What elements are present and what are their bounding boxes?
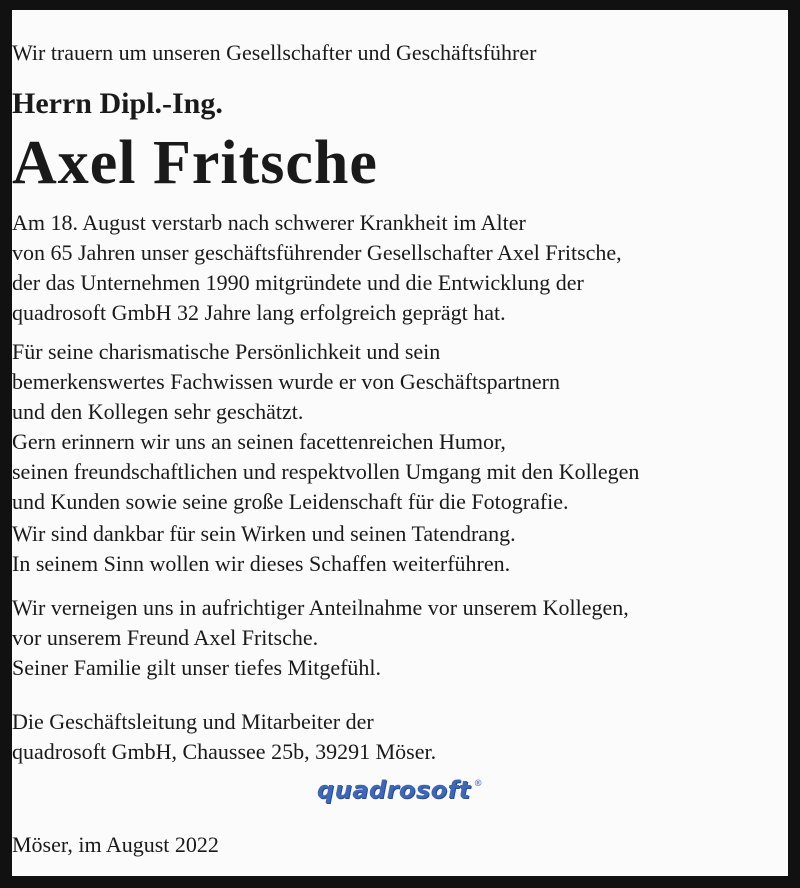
paragraph-tribute	[12, 337, 788, 517]
signature-block	[12, 707, 788, 767]
text-line: seinen freundschaftlichen und respektvollen Umgang mit den Kollegen	[12, 459, 640, 484]
text-line: In seinem Sinn wollen wir dieses Schaffen weiterführen.	[12, 551, 511, 576]
company-logo-text: quadrosoft	[316, 776, 471, 804]
text-line: der das Unternehmen 1990 mitgründete und die Entwicklung der	[12, 270, 584, 295]
text-line: Für seine charismatische Persönlichkeit und sein	[12, 339, 441, 364]
salutation	[12, 86, 788, 122]
text-line: Wir sind dankbar für sein Wirken und seinen Tatendrang.	[12, 521, 516, 546]
text-line: quadrosoft GmbH 32 Jahre lang erfolgreich geprägt hat.	[12, 300, 506, 325]
place-date-line	[12, 830, 788, 860]
intro-text: Wir trauern um unseren Gesellschafter und Geschäftsführer	[12, 40, 537, 65]
intro-line	[12, 38, 788, 68]
paragraph-condolence	[12, 593, 788, 683]
text-line: Am 18. August verstarb nach schwerer Krankheit im Alter	[12, 210, 526, 235]
deceased-name	[12, 128, 788, 198]
registered-mark-icon: ®	[473, 779, 484, 789]
text-line: Gern erinnern wir uns an seinen facettenreichen Humor,	[12, 429, 506, 454]
company-logo	[12, 776, 788, 804]
place-date-text: Möser, im August 2022	[12, 832, 219, 857]
text-line: von 65 Jahren unser geschäftsführender Gesellschafter Axel Fritsche,	[12, 240, 622, 265]
deceased-name-text: Axel Fritsche	[12, 129, 378, 197]
text-line: und Kunden sowie seine große Leidenschaft für die Fotografie.	[12, 489, 569, 514]
signature-line: Die Geschäftsleitung und Mitarbeiter der	[12, 709, 374, 734]
paragraph-gratitude	[12, 519, 788, 579]
text-line: und den Kollegen sehr geschätzt.	[12, 399, 304, 424]
text-line: bemerkenswertes Fachwissen wurde er von Geschäftspartnern	[12, 369, 560, 394]
text-line: vor unserem Freund Axel Fritsche.	[12, 625, 319, 650]
text-line: Wir verneigen uns in aufrichtiger Anteilnahme vor unserem Kollegen,	[12, 595, 629, 620]
paragraph-death-notice	[12, 208, 788, 328]
text-line: Seiner Familie gilt unser tiefes Mitgefühl.	[12, 655, 382, 680]
salutation-text: Herrn Dipl.-Ing.	[12, 87, 223, 120]
signature-line: quadrosoft GmbH, Chaussee 25b, 39291 Möser.	[12, 739, 437, 764]
